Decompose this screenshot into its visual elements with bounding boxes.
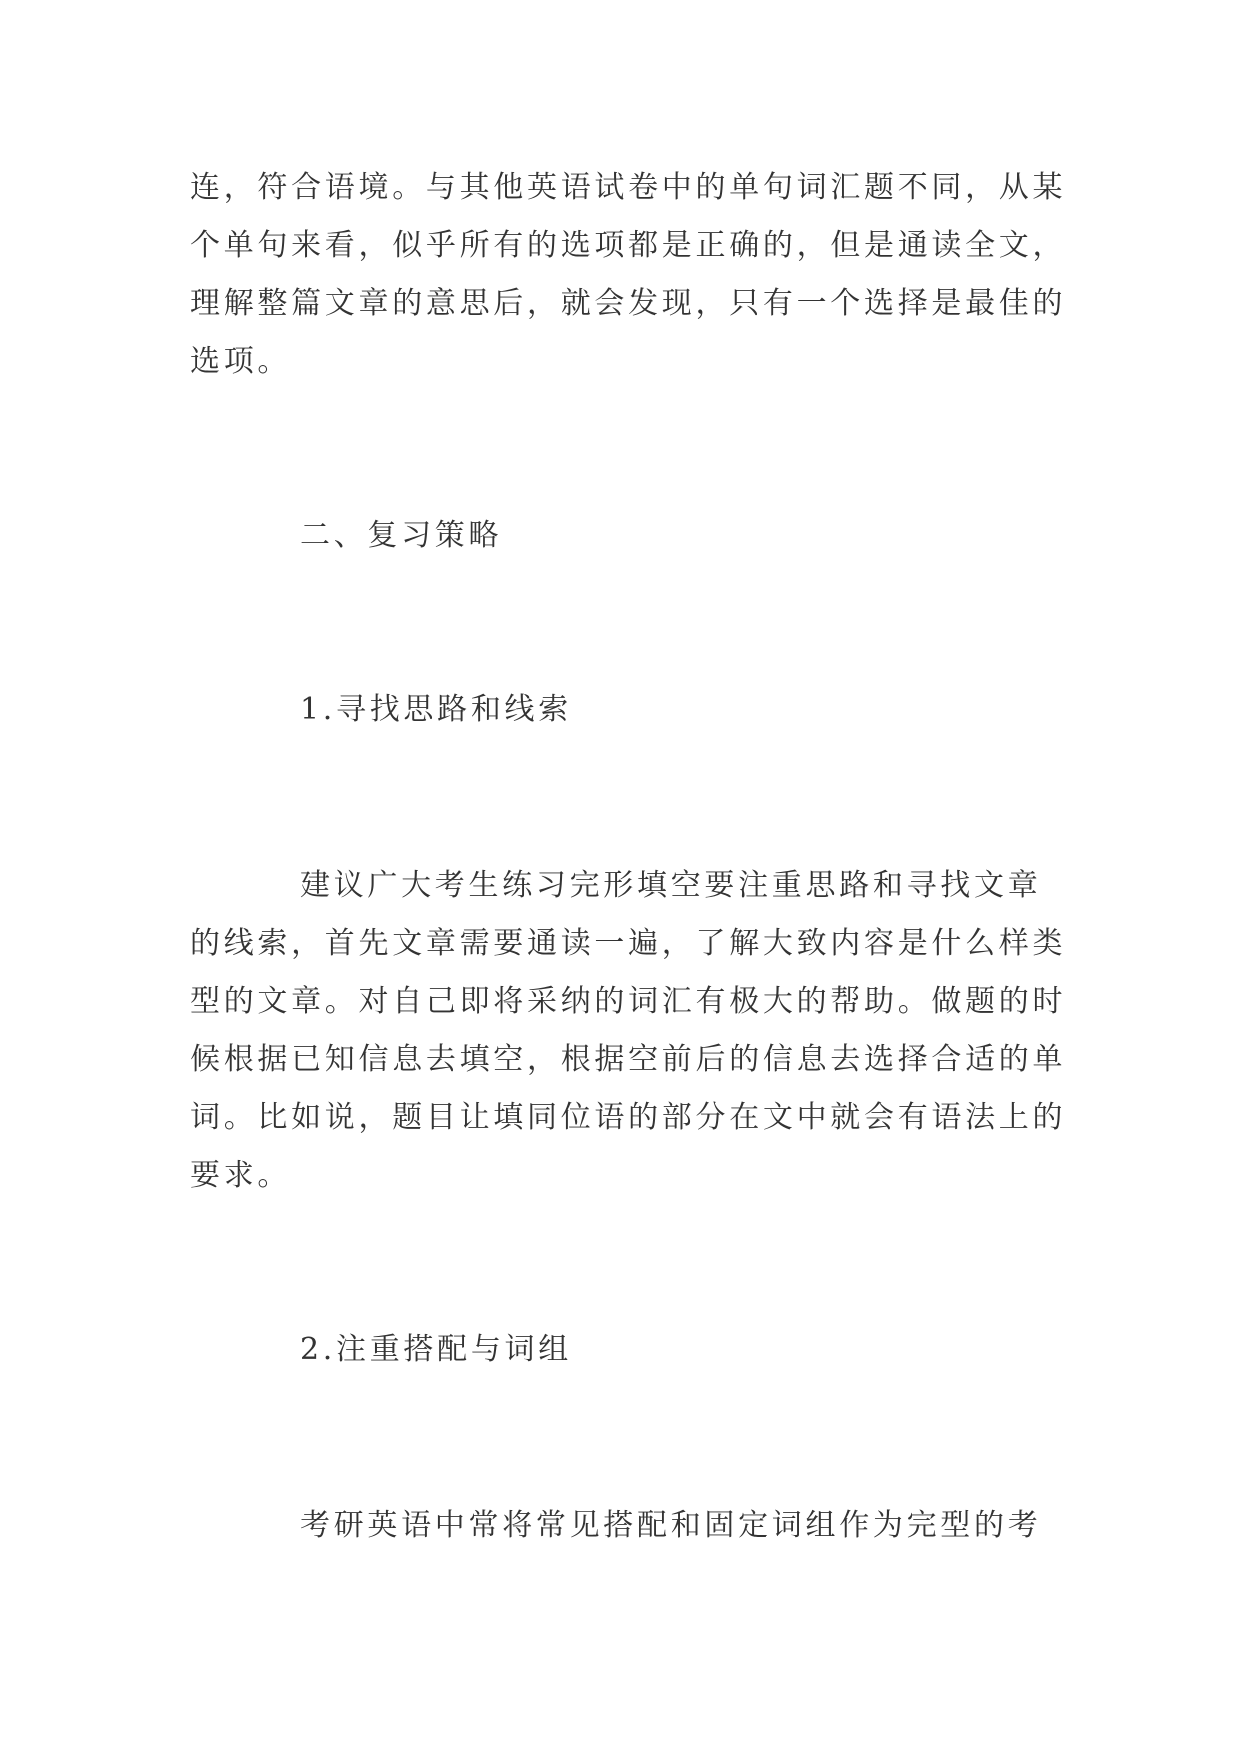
paragraph-line: 的线索，首先文章需要通读一遍，了解大致内容是什么样类 — [190, 926, 1067, 961]
paragraph-line: 理解整篇文章的意思后，就会发现，只有一个选择是最佳的 — [190, 286, 1067, 321]
paragraph-line: 要求。 — [190, 1158, 292, 1193]
paragraph-line: 个单句来看，似乎所有的选项都是正确的，但是通读全文， — [190, 228, 1067, 263]
subheading-2: 2.注重搭配与词组 — [300, 1332, 572, 1367]
section-heading: 二、复习策略 — [300, 518, 503, 553]
paragraph-line: 建议广大考生练习完形填空要注重思路和寻找文章 — [300, 868, 1042, 903]
paragraph-line: 选项。 — [190, 344, 292, 379]
paragraph-line: 连，符合语境。与其他英语试卷中的单句词汇题不同，从某 — [190, 170, 1067, 205]
paragraph-line: 候根据已知信息去填空，根据空前后的信息去选择合适的单 — [190, 1042, 1067, 1077]
paragraph-line: 词。比如说，题目让填同位语的部分在文中就会有语法上的 — [190, 1100, 1067, 1135]
paragraph-line: 考研英语中常将常见搭配和固定词组作为完型的考 — [300, 1508, 1042, 1543]
paragraph-line: 型的文章。对自己即将采纳的词汇有极大的帮助。做题的时 — [190, 984, 1067, 1019]
subheading-1: 1.寻找思路和线索 — [300, 692, 572, 727]
